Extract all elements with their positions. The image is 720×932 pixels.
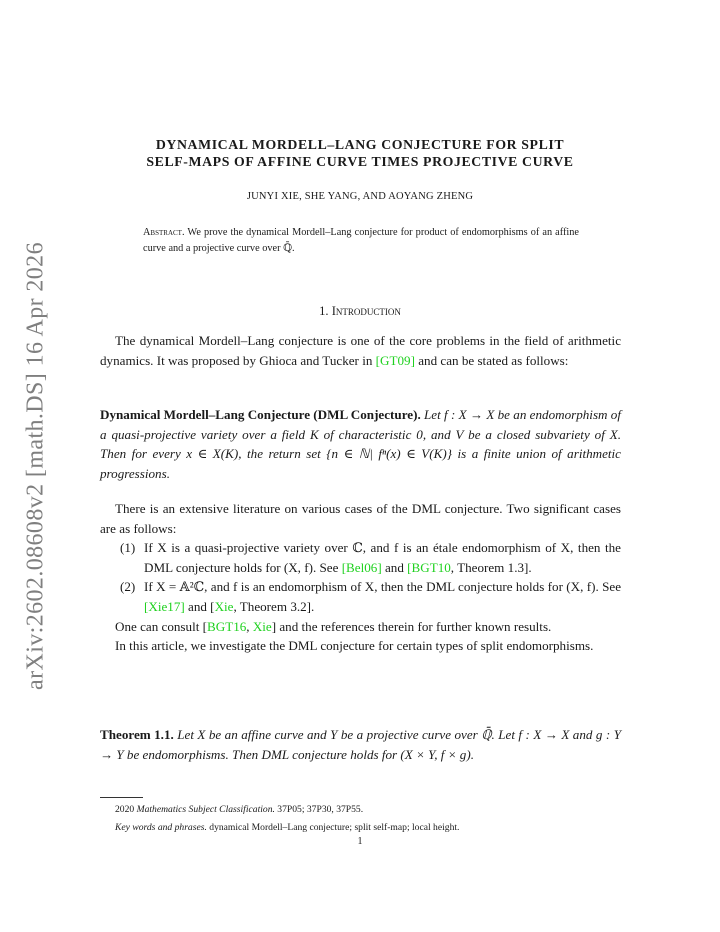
consult-separator: , [246, 618, 253, 634]
list-item [100, 538, 621, 577]
intro-paragraph [100, 331, 621, 370]
citation-link-bel06[interactable]: [Bel06] [341, 559, 382, 575]
list-item-text: If X = 𝔸²ℂ, and f is an endomorphism of X, then the DML conjecture holds for (X, f). See [144, 579, 621, 595]
consult-text-end: ] and the references therein for further known results. [271, 618, 552, 634]
msc-year: 2020 [115, 804, 135, 815]
author-list: JUNYI XIE, SHE YANG, AND AOYANG ZHENG [246, 191, 474, 202]
intro-text-start: The dynamical Mordell–Lang conjecture is one of the core problems in the field of arithmetic dynamics. It was proposed by Ghioca and Tucker in [100, 333, 621, 368]
list-item-tail: , Theorem 3.2]. [233, 598, 315, 614]
list-item-number: (2) [120, 579, 136, 595]
list-item-number: (1) [120, 540, 136, 556]
section-number: 1. [319, 304, 329, 318]
conjecture-block [100, 405, 621, 483]
footnote-msc [115, 800, 620, 819]
list-item [100, 577, 621, 616]
section-title: Introduction [331, 304, 401, 318]
list-item-connector: and [381, 559, 408, 575]
abstract-text: We prove the dynamical Mordell–Lang conjecture for product of endomorphisms of an affine curve and a projective curve over ℚ̄. [143, 227, 579, 254]
citation-link-gt09[interactable]: [GT09] [375, 352, 415, 368]
investigate-paragraph: In this article, we investigate the DML conjecture for certain types of split endomorphisms. [115, 638, 594, 654]
abstract [143, 225, 579, 257]
citation-link-bgt16[interactable]: BGT16 [207, 618, 247, 634]
theorem-statement: Let X be an affine curve and Y be a projective curve over ℚ̄. Let f : X → X and g : Y → Y be endomorphisms. Then DML conjecture holds for (X × Y, f × g). [100, 727, 621, 762]
footnote-divider [100, 797, 143, 798]
conjecture-label: Dynamical Mordell–Lang Conjecture (DML Conjecture). [100, 407, 421, 422]
paper-title-line-2: SELF-MAPS OF AFFINE CURVE TIMES PROJECTIVE CURVE [146, 154, 574, 169]
keywords-label: Key words and phrases. [115, 822, 207, 833]
cases-list [100, 538, 621, 616]
paper-title-line-1: DYNAMICAL MORDELL–LANG CONJECTURE FOR SPLIT [155, 137, 565, 152]
citation-link-xie17[interactable]: [Xie17] [144, 598, 185, 614]
consult-text-start: One can consult [ [115, 618, 207, 634]
consult-paragraph [100, 617, 621, 637]
theorem-label: Theorem 1.1. [100, 727, 174, 742]
arxiv-identifier-stamp: arXiv:2602.08608v2 [math.DS] 16 Apr 2026 [22, 242, 49, 690]
keywords-text: dynamical Mordell–Lang conjecture; split self-map; local height. [209, 822, 460, 833]
theorem-block [100, 725, 621, 764]
msc-label: Mathematics Subject Classification. [136, 804, 275, 815]
page-number: 1 [357, 836, 363, 847]
msc-codes: 37P05; 37P30, 37P55. [277, 804, 364, 815]
list-item-tail: , Theorem 1.3]. [450, 559, 532, 575]
cases-intro: There is an extensive literature on various cases of the DML conjecture. Two significant cases are as follows: [100, 501, 621, 536]
paper-title [100, 136, 620, 170]
abstract-heading: Abstract. [143, 227, 185, 238]
list-item-connector: and [ [184, 598, 215, 614]
list-item-text: If X is a quasi-projective variety over ℂ, and f is an étale endomorphism of X, then the DML conjecture holds for (X, f). See [144, 540, 621, 575]
citation-link-xie-2[interactable]: Xie [252, 618, 272, 634]
conjecture-statement: Let f : X → X be an endomorphism of a quasi-projective variety over a field K of characteristic 0, and V be a closed subvariety of X. Then for every x ∈ X(K), the return set {n ∈ ℕ| fⁿ(x) ∈ V(K)} is a finite union of arithmetic progressions. [100, 407, 621, 481]
footnote-keywords [115, 818, 620, 837]
intro-text-end: and can be stated as follows: [414, 352, 569, 368]
cases-block [100, 499, 621, 656]
citation-link-bgt10[interactable]: [BGT10 [407, 559, 451, 575]
section-heading [100, 304, 620, 319]
citation-link-xie[interactable]: Xie [214, 598, 234, 614]
